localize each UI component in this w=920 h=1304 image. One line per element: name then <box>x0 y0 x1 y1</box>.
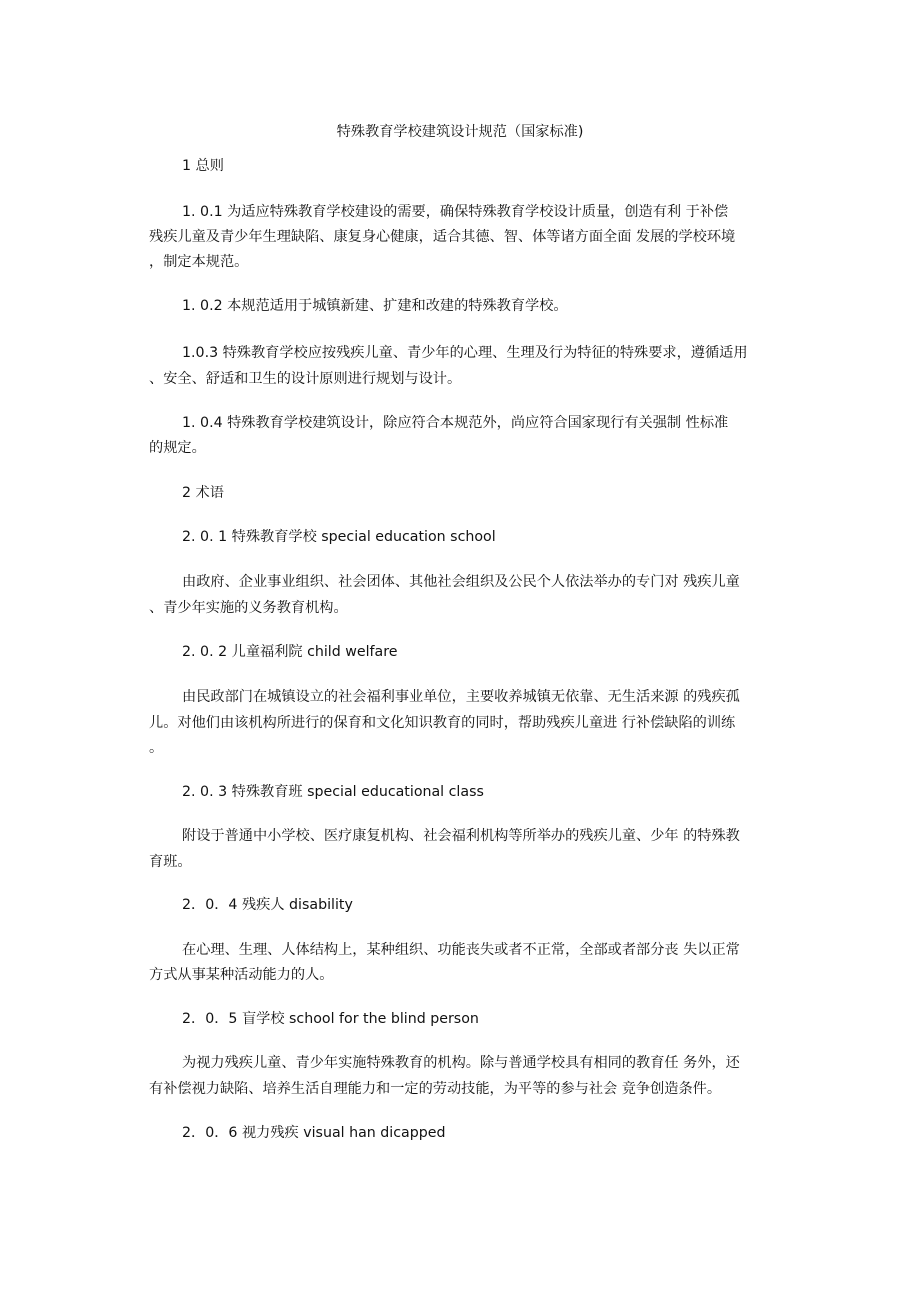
paragraph-line: 由政府、企业事业组织、社会团体、其他社会组织及公民个人依法举办的专门对 残疾儿童 <box>182 574 740 590</box>
paragraph-line: 1. 0.2 本规范适用于城镇新建、扩建和改建的特殊教育学校。 <box>182 298 568 314</box>
term-heading: 2. 0. 2 儿童福利院 child welfare <box>182 644 398 660</box>
paragraph-line: 由民政部门在城镇设立的社会福利事业单位，主要收养城镇无依靠、无生活来源 的残疾孤 <box>182 689 740 705</box>
paragraph-line: 儿。对他们由该机构所进行的保育和文化知识教育的同时，帮助残疾儿童进 行补偿缺陷的训练 <box>149 715 736 731</box>
paragraph-line: 、青少年实施的义务教育机构。 <box>149 600 348 616</box>
section-heading-general: 1 总则 <box>182 158 224 174</box>
paragraph-line: 1. 0.4 特殊教育学校建筑设计，除应符合本规范外，尚应符合国家现行有关强制 性标准 <box>182 415 729 431</box>
paragraph-line: 1.0.3 特殊教育学校应按残疾儿童、青少年的心理、生理及行为特征的特殊要求，遵循适用 <box>182 345 748 361</box>
paragraph-line: 在心理、生理、人体结构上，某种组织、功能丧失或者不正常，全部或者部分丧 失以正常 <box>182 942 740 958</box>
paragraph-line: 附设于普通中小学校、医疗康复机构、社会福利机构等所举办的残疾儿童、少年 的特殊教 <box>182 828 740 844</box>
term-heading: 2. 0. 3 特殊教育班 special educational class <box>182 784 484 800</box>
paragraph-line: 育班。 <box>149 854 192 870</box>
term-heading: 2．0．4 残疾人 disability <box>182 897 353 913</box>
term-heading: 2．0．6 视力残疾 visual han dicapped <box>182 1125 446 1141</box>
paragraph-line: 1. 0.1 为适应特殊教育学校建设的需要，确保特殊教育学校设计质量，创造有利 于补偿 <box>182 204 729 220</box>
paragraph-line: 有补偿视力缺陷、培养生活自理能力和一定的劳动技能，为平等的参与社会 竞争创造条件。 <box>149 1081 722 1097</box>
paragraph-line: 。 <box>149 740 164 756</box>
paragraph-line: 、安全、舒适和卫生的设计原则进行规划与设计。 <box>149 371 462 387</box>
paragraph-line: ，制定本规范。 <box>149 254 249 270</box>
term-heading: 2. 0. 1 特殊教育学校 special education school <box>182 529 496 545</box>
term-heading: 2．0．5 盲学校 school for the blind person <box>182 1011 479 1027</box>
section-heading-terms: 2 术语 <box>182 485 224 501</box>
paragraph-line: 的规定。 <box>149 440 206 456</box>
document-title: 特殊教育学校建筑设计规范（国家标准) <box>336 124 584 140</box>
paragraph-line: 方式从事某种活动能力的人。 <box>149 967 334 983</box>
paragraph-line: 为视力残疾儿童、青少年实施特殊教育的机构。除与普通学校具有相同的教育任 务外，还 <box>182 1055 740 1071</box>
paragraph-line: 残疾儿童及青少年生理缺陷、康复身心健康，适合其德、智、体等诸方面全面 发展的学校环境 <box>149 229 736 245</box>
